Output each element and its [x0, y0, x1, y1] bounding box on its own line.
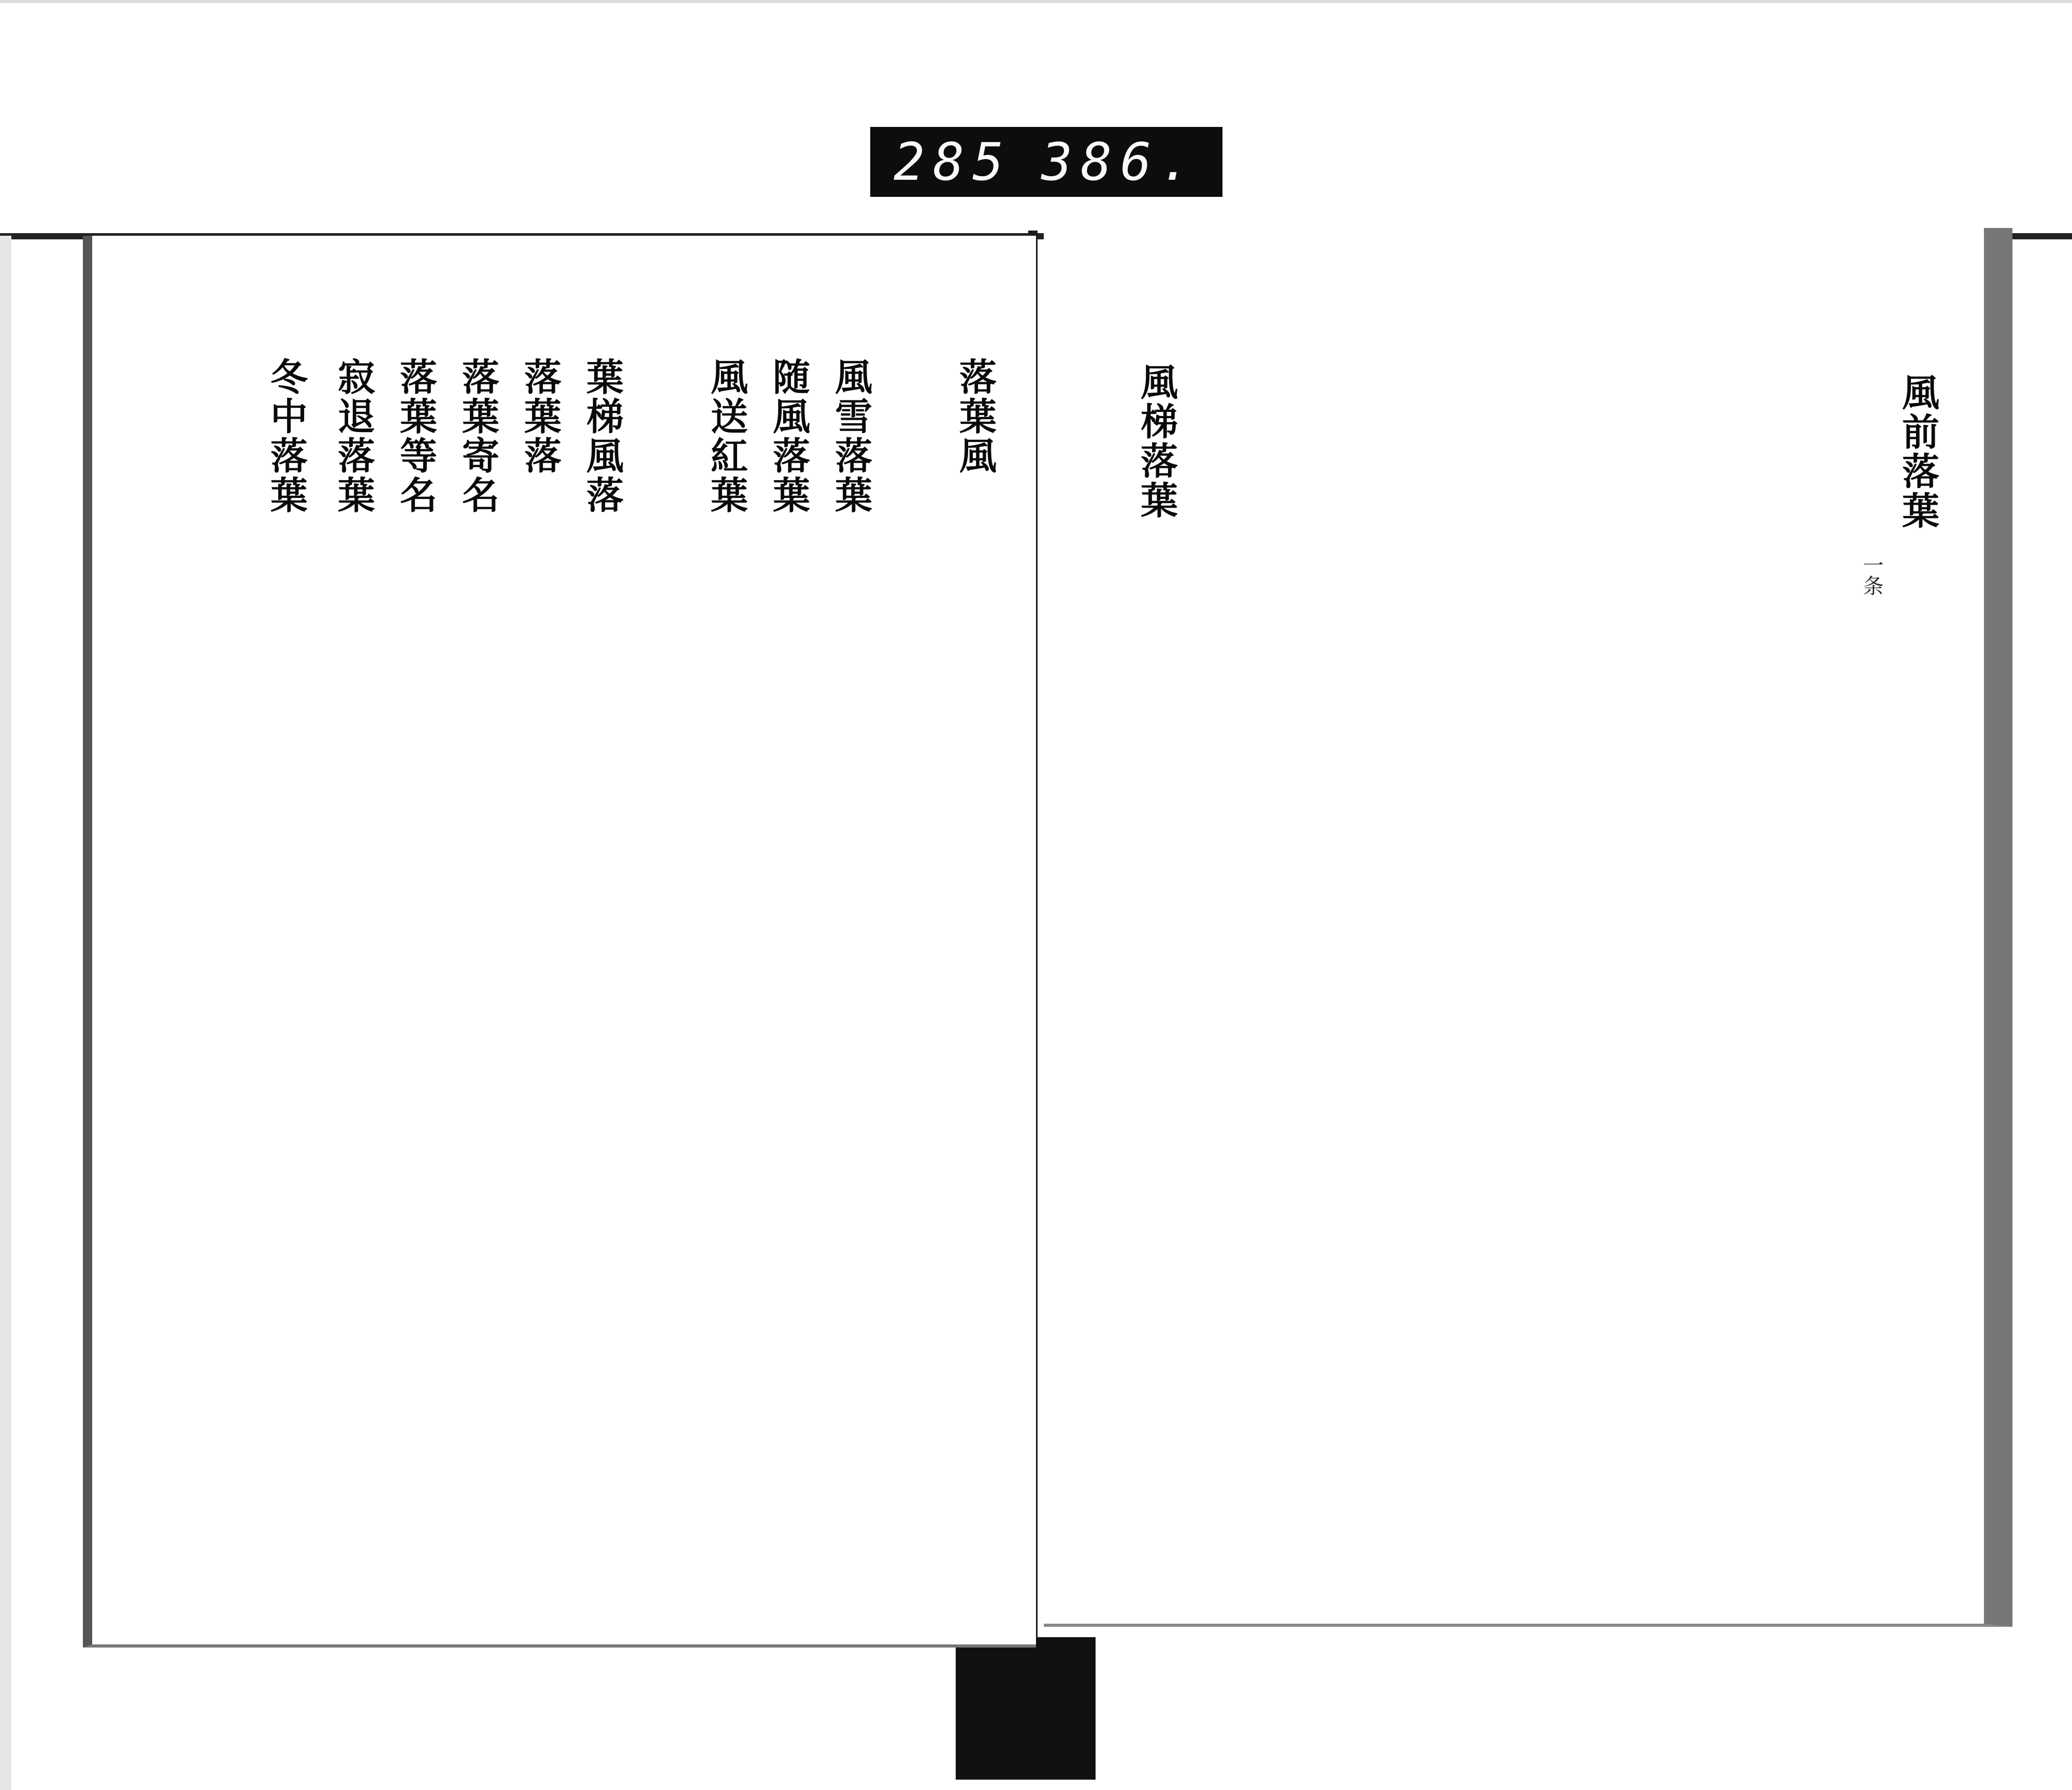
section-heading: 寂退落葉 — [332, 357, 376, 515]
frame-number-right: 386. — [1041, 132, 1199, 192]
section-heading: 随風落葉 — [767, 357, 811, 515]
section-heading: 風雪落葉 — [829, 357, 873, 515]
section-heading: 落葉等名 — [394, 357, 438, 515]
frame-number-left: 285 — [894, 132, 1012, 192]
section-heading: 風送紅葉 — [704, 357, 749, 515]
section-heading: 落葉寄名 — [456, 357, 500, 515]
section-author: 一条 — [1860, 554, 1883, 596]
section-heading: 冬中落葉 — [264, 357, 308, 515]
section-heading: 葉梯風落 — [580, 357, 624, 515]
book-spine-shadow — [956, 1637, 1096, 1780]
section-heading: 風前落葉 — [1896, 373, 1940, 531]
section-heading: 落葉落 — [518, 357, 562, 476]
section-heading: 風梯落葉 — [1134, 363, 1178, 520]
scan-left-edge — [0, 236, 11, 1790]
section-heading: 落葉風 — [953, 357, 997, 476]
scan-top-edge — [0, 0, 2072, 3]
frame-counter — [870, 127, 1222, 197]
right-page — [1044, 228, 2012, 1627]
